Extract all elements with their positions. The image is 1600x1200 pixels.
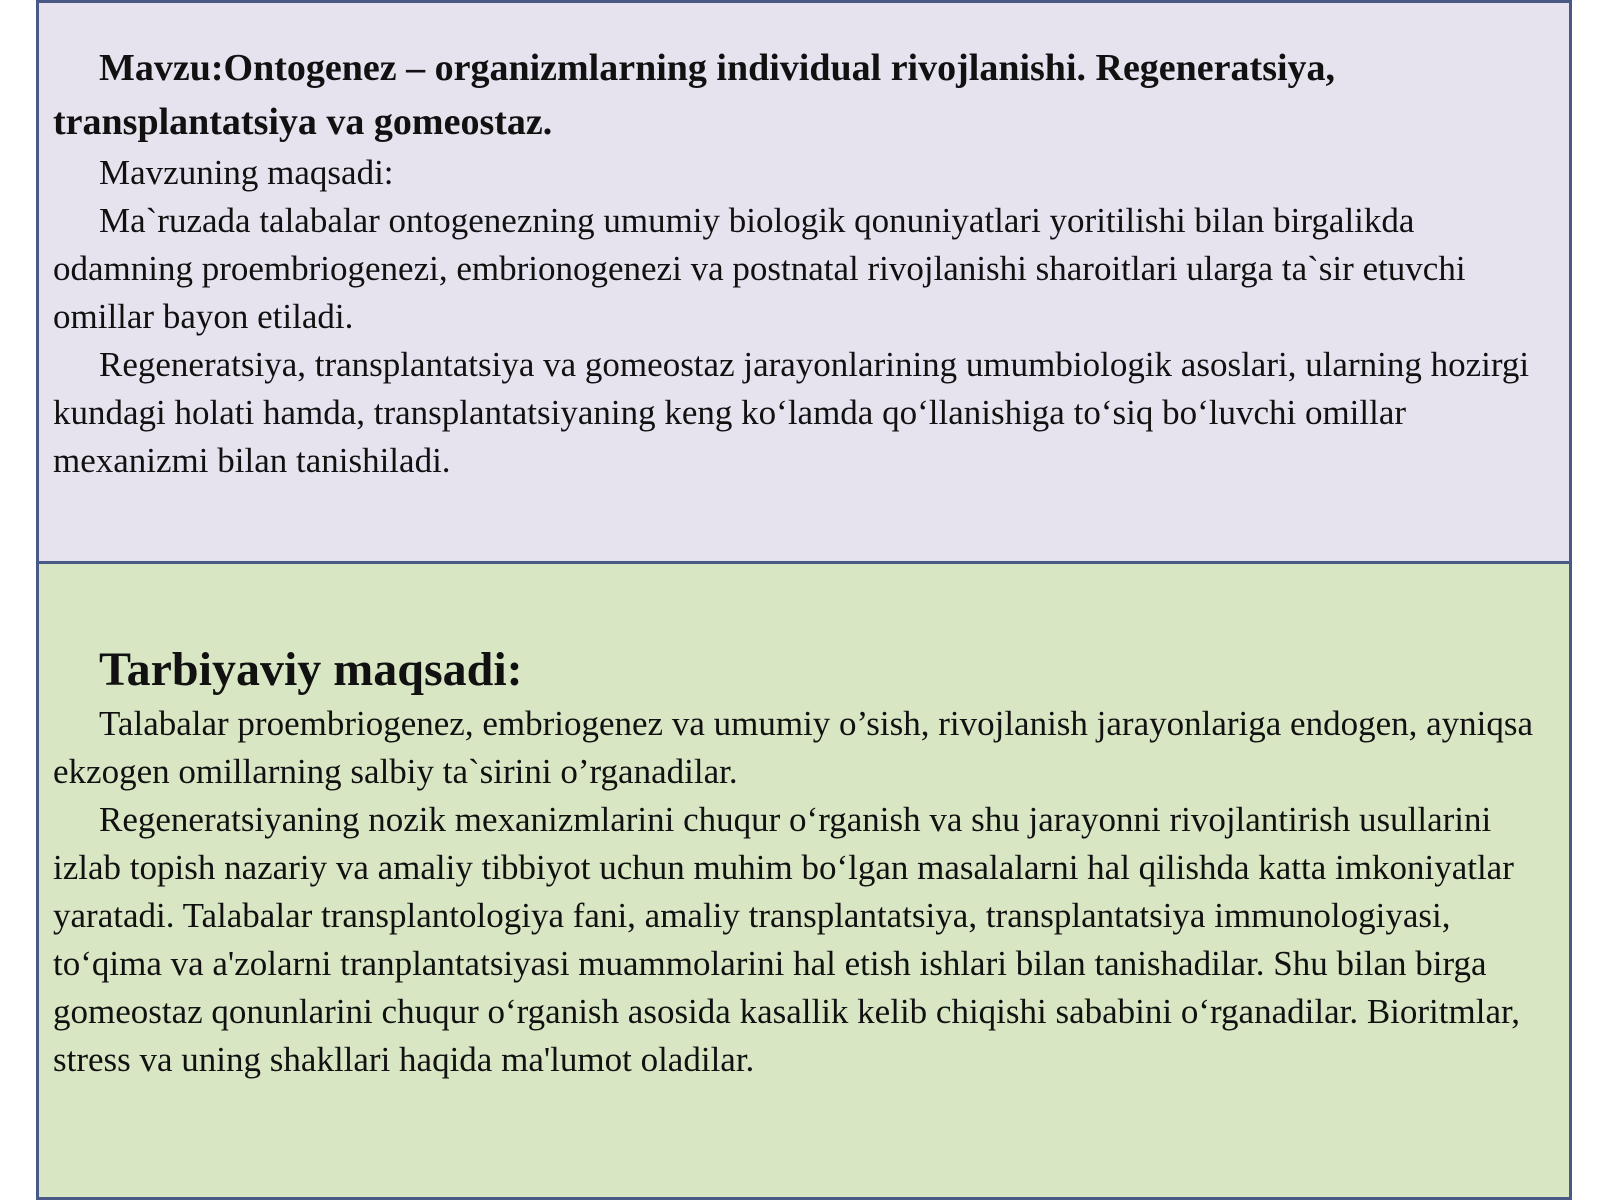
goal-paragraph-1: Ma`ruzada talabalar ontogenezning umumiy biologik qonuniyatlari yoritilishi bilan birgalikda odamning proembriogenezi, embrionogenezi va postnatal rivojlanishi sharoitlari ularga ta`sir etuvchi omillar bayon etiladi. <box>53 201 1466 336</box>
goal-paragraph-2: Regeneratsiya, transplantatsiya va gomeostaz jarayonlarining umumbiologik asoslari, ularning hozirgi kundagi holati hamda, transplantatsiyaning keng ko‘lamda qo‘llanishiga to‘siq bo‘luvchi omillar mexanizmi bilan tanishiladi. <box>53 345 1530 480</box>
educational-paragraph-2: Regeneratsiyaning nozik mexanizmlarini chuqur o‘rganish va shu jarayonni rivojlantirish usullarini izlab topish nazariy va amaliy tibbiyot uchun muhim bo‘lgan masalalarni hal qilishda katta imkoniyatlar yaratadi. Talabalar transplantologiya fani, amaliy transplantatsiya, transplantatsiya immunologiyasi, to‘qima va a'zolarni tranplantatsiyasi muammolarini hal etish ishlari bilan tanishadilar. Shu bilan birga gomeostaz qonunlarini chuqur o‘rganish asosida kasallik kelib chiqishi sababini o‘rganadilar. Bioritmlar, stress va uning shakllari haqida ma'lumot oladilar. <box>53 800 1520 1079</box>
goal-label: Mavzuning maqsadi: <box>99 153 394 192</box>
educational-goal-panel <box>36 561 1572 1200</box>
topic-panel <box>36 0 1572 564</box>
topic-panel-content <box>53 41 1555 485</box>
educational-goal-heading: Tarbiyaviy maqsadi: <box>99 643 523 696</box>
educational-goal-content <box>53 640 1555 1084</box>
educational-paragraph-1: Talabalar proembriogenez, embriogenez va umumiy o’sish, rivojlanish jarayonlariga endogen, ayniqsa ekzogen omillarning salbiy ta`sirini o’rganadilar. <box>53 704 1534 791</box>
topic-title: Mavzu:Ontogenez – organizmlarning individual rivojlanishi. Regeneratsiya, transplantatsiya va gomeostaz. <box>53 47 1336 143</box>
